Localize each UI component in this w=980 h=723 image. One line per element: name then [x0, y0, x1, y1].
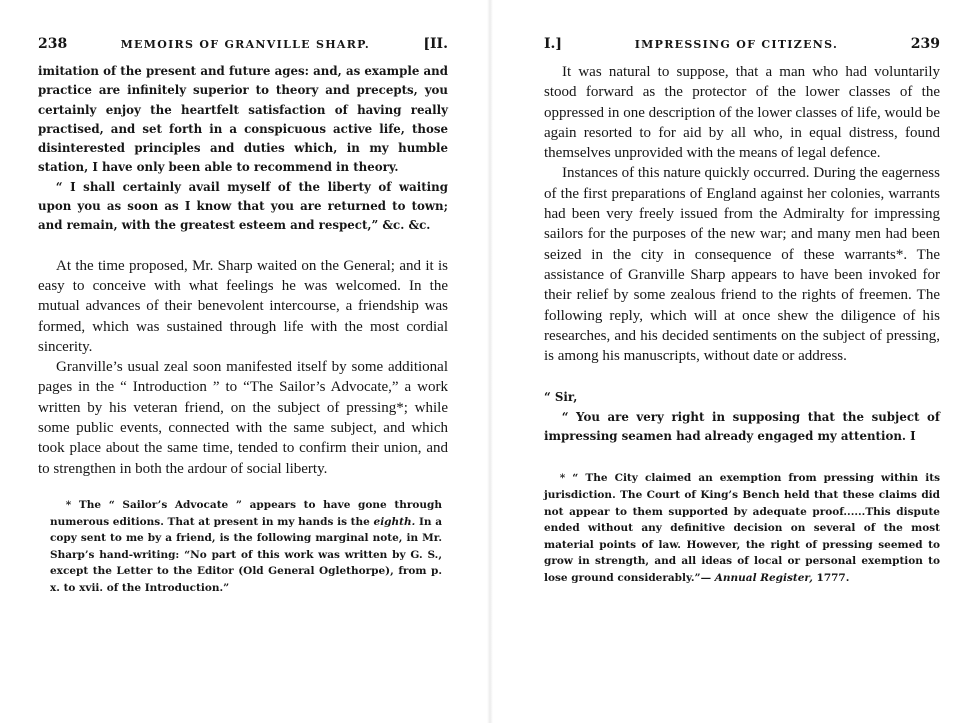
footnote-text	[50, 497, 442, 597]
letter-closing: “ I shall certainly avail myself of the liberty of waiting upon you as soon as I know that you are returned to town; and remain, with the greatest esteem and respect,” &c. &c.	[38, 179, 448, 233]
left-body-text	[38, 256, 448, 479]
paragraph: Granville’s usual zeal soon manifested itself by some additional pages in the “ Introduction ” to “The Sailor’s Advocate,” a work written by his veteran friend, on the subject of pressing*; while some public events, connected with the same subject, and which took place about the same time, tended to confirm their union, and to strengthen in both the ardour of social liberty.	[38, 359, 448, 477]
footnote-year: 1777.	[816, 571, 850, 584]
paragraph: It was natural to suppose, that a man who had voluntarily stood forward as the protector of the lower classes of the oppressed in one description of the lower classes of life, would be again resorted to for aid by all who, in equal distress, found themselves unprovided with the means of legal defence.	[544, 64, 940, 162]
footnote-text	[544, 470, 940, 586]
page-number: 238	[38, 36, 68, 52]
right-page	[490, 0, 980, 723]
letter-text: imitation of the present and future ages: and, as example and practice are infinitely superior to theory and precepts, you certainly enjoy the heartfelt satisfaction of having really practised, and set forth in a conspicuous active life, those disinterested principles and duties which, in my humble station, I have only been able to recommend in theory.	[38, 64, 448, 175]
right-running-head	[544, 36, 940, 52]
footnote-emphasis: eighth.	[373, 515, 416, 528]
quote-text: “ You are very right in supposing that the subject of impressing seamen had already engaged my attention. I	[544, 409, 940, 444]
letter-quote	[544, 388, 940, 446]
paragraph: Instances of this nature quickly occurred. During the eagerness of the first preparations of England against her colonies, warrants had been very freely issued from the Admiralty for impressing sailors for the purposes of the new war; and many men had been seized in the city in consequence of these warrants*. The assistance of Granville Sharp appears to have been invoked for their relief by some zealous friend to the rights of freemen. The following reply, which will at once shew the diligence of his researches, and his decided sentiments on the subject of pressing, is among his manuscripts, without date or address.	[544, 165, 940, 365]
footnote-before: * “ The City claimed an exemption from pressing within its jurisdiction. The Court of King’s Bench held that these claims did not appear to them supported by adequate proof......This dispute ended without any definitive decision on several of the most material points of law. However, the right of pressing seemed to grow in strength, and all ideas of local or personal exemption to lose ground considerably.”—	[544, 472, 940, 584]
footnote-source: Annual Register,	[714, 571, 813, 584]
footnote-before: * The “ Sailor’s Advocate ” appears to have gone through numerous editions. That at present in my hands is the	[50, 498, 442, 528]
right-footnote	[544, 470, 940, 586]
chapter-mark: I.]	[544, 36, 563, 52]
page-number: 239	[910, 36, 940, 52]
left-running-head	[38, 36, 448, 52]
chapter-mark: [II.	[423, 36, 448, 52]
letter-excerpt	[38, 62, 448, 236]
running-title: MEMOIRS OF GRANVILLE SHARP.	[120, 38, 371, 51]
left-footnote	[38, 497, 448, 597]
salutation: “ Sir,	[544, 390, 578, 405]
paragraph: At the time proposed, Mr. Sharp waited on the General; and it is easy to conceive with what feelings he was welcomed. In the mutual advances of their benevolent intercourse, a friendship was formed, which was sustained through life with the most cordial sincerity.	[38, 257, 448, 355]
running-title: IMPRESSING OF CITIZENS.	[634, 38, 839, 51]
right-body-text	[544, 62, 940, 366]
footnote-after: In a copy sent to me by a friend, is the following marginal note, in Mr. Sharp’s hand-writing: “No part of this work was written by G. S., except the Letter to the Editor (Old General Oglethorpe), from p. x. to xvii. of the Introduction.”	[50, 515, 443, 594]
